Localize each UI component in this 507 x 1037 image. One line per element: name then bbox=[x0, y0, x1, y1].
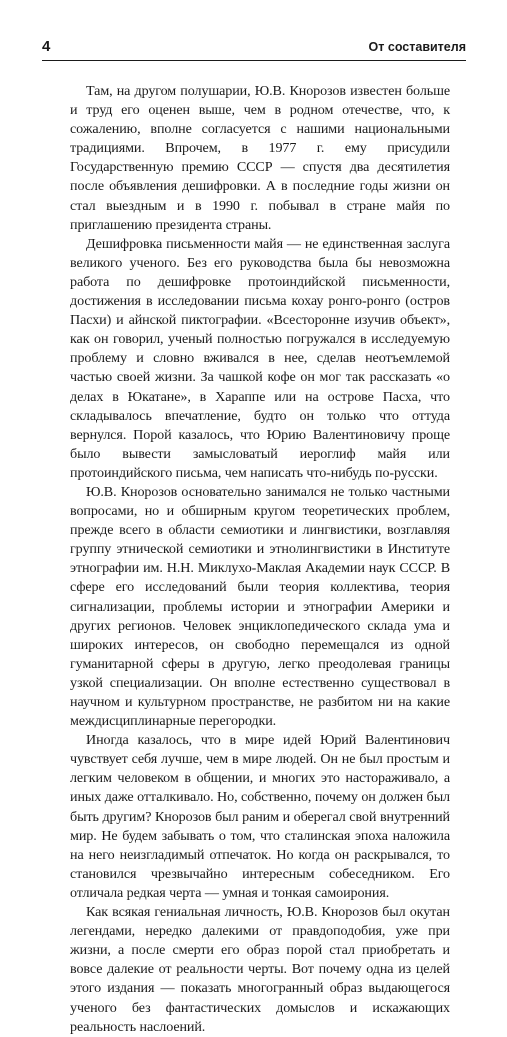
header-rule bbox=[42, 60, 466, 61]
running-title: От составителя bbox=[368, 40, 466, 54]
paragraph-3: Ю.В. Кнорозов основательно занимался не только частными вопросами, но и обширным кругом теоретических проблем, прежде всего в области семиотики и лингвистики, возглавляя группу этнической семиотики и этнолингвистики в Институте этнографии им. Н.Н. Миклухо-Маклая Академии наук СССР. В сфере его исследований были теория коллектива, теория сигнализации, проблемы истории и этнографии Америки и других регионов. Человек энциклопедического склада ума и широких интересов, он свободно перемещался из одной гуманитарной сферы в другую, легко преодолевая границы узкой специализации. Он вполне естественно существовал в научном и культурном пространстве, не разбитом ни на какие междисциплинарные перегородки. bbox=[70, 483, 450, 730]
paragraph-2: Дешифровка письменности майя — не единственная заслуга великого ученого. Без его руководства была бы невозможна работа по дешифровке протоиндийской письменности, достижения в исследовании письма кохау ронго-ронго (остров Пасхи) и айнской пиктографии. «Всесторонне изучив объект», как он говорил, ученый полностью погружался в исследуемую проблему и словно вживался в нее, сделав неотъемлемой частью своей жизни. За чашкой кофе он мог так рассказать «о делах в Юкатане», в Хараппе или на острове Пасха, что складывалось впечатление, будто он только что оттуда вернулся. Порой казалось, что Юрию Валентиновичу проще было вывести замысловатый иероглиф майя или протоиндийского письма, чем написать что-нибудь по-русски. bbox=[70, 235, 450, 481]
page-number: 4 bbox=[42, 38, 51, 55]
paragraph-5: Как всякая гениальная личность, Ю.В. Кнорозов был окутан легендами, нередко далекими от правдоподобия, уже при жизни, а после смерти его образ порой стал приобретать и вовсе далекие от реальности черты. Вот почему одна из целей этого издания — показать многогранный образ выдающегося ученого без фантастических домыслов и искажающих реальность наслоений. bbox=[70, 904, 450, 1035]
body-text bbox=[70, 82, 450, 1037]
page-header bbox=[42, 38, 466, 58]
paragraph-4: Иногда казалось, что в мире идей Юрий Валентинович чувствует себя лучше, чем в мире людей. Он не был простым и легким человеком в общении, и многих это настораживало, а иных даже отталкивало. Но, собственно, почему он должен был быть другим? Кнорозов был раним и оберегал свой внутренний мир. Не будем забывать о том, что сталинская эпоха наложила на него неизгладимый отпечаток. Но когда он раскрывался, то становился чрезвычайно интересным собеседником. Его отличала редкая черта — умная и тонкая самоирония. bbox=[70, 732, 450, 901]
paragraph-1: Там, на другом полушарии, Ю.В. Кнорозов известен больше и труд его оценен выше, чем в родном отечестве, что, к сожалению, вполне согласуется с нашими национальными традициями. Впрочем, в 1977 г. ему присудили Государственную премию СССР — спустя два десятилетия после объявления дешифровки. А в последние годы жизни он стал выездным и в 1990 г. побывал в стране майя по приглашению президента страны. bbox=[70, 83, 450, 233]
